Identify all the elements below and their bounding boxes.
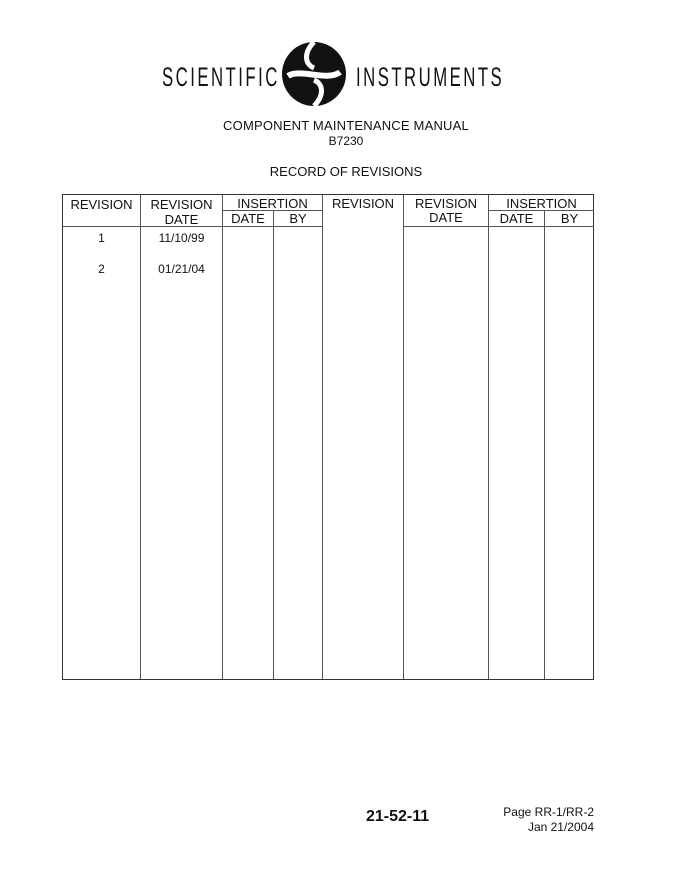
column-divider [222, 195, 223, 679]
column-divider [322, 195, 323, 679]
insertion-by-header-2: BY [560, 211, 579, 226]
revision-date-header-2: REVISION [414, 196, 478, 211]
column-divider [544, 211, 545, 679]
insertion-header: INSERTION [237, 196, 308, 211]
column-divider [273, 211, 274, 679]
page-date: Jan 21/2004 [527, 820, 594, 834]
revision-header-2: REVISION [331, 196, 395, 211]
revision-header: REVISION [70, 197, 133, 212]
row-1-revision-date: 11/10/99 [158, 231, 205, 245]
manual-title: COMPONENT MAINTENANCE MANUAL [223, 118, 469, 133]
logo-right-text: INSTRUMENTS [356, 62, 505, 92]
section-title: RECORD OF REVISIONS [269, 164, 423, 179]
insertion-by-header: BY [289, 211, 307, 226]
header-bottom-line [403, 226, 594, 227]
logo-left-text: SCIENTIFIC [162, 62, 280, 92]
row-2-revision-date: 01/21/04 [158, 262, 205, 276]
row-1-revision: 1 [98, 231, 105, 245]
row-2-revision: 2 [98, 262, 105, 276]
insertion-date-header: DATE [231, 211, 265, 226]
document-code: 21-52-11 [366, 808, 430, 825]
insertion-date-header-2: DATE [499, 211, 534, 226]
revisions-table [62, 194, 594, 680]
page-number: Page RR-1/RR-2 [503, 805, 594, 819]
company-logo [160, 38, 505, 110]
revision-date-header-date: DATE [164, 212, 199, 227]
page-footer [480, 805, 594, 835]
model-number: B7230 [328, 134, 364, 148]
revision-date-header: REVISION [150, 197, 213, 212]
scientific-instruments-s-globe-icon [278, 38, 350, 110]
revision-date-header-date-2: DATE [429, 210, 463, 225]
column-divider [488, 195, 489, 679]
column-divider [403, 195, 404, 679]
insertion-header-2: INSERTION [506, 196, 577, 211]
